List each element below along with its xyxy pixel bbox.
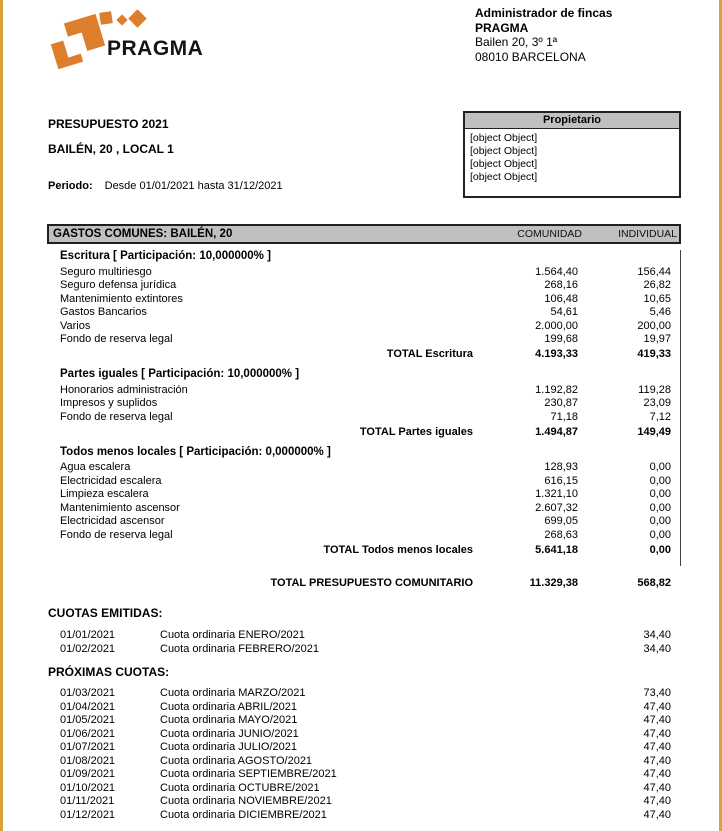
column-header-individual: INDIVIDUAL — [618, 228, 677, 240]
expense-comunidad-value: 106,48 — [544, 292, 578, 305]
cuota-date: 01/08/2021 — [60, 754, 116, 767]
owner-line: [object Object] — [470, 132, 538, 144]
expense-row — [57, 383, 673, 397]
expense-individual-value: 0,00 — [649, 488, 671, 501]
expense-comunidad-value: 1.192,82 — [535, 383, 578, 396]
cuota-date: 01/04/2021 — [60, 700, 116, 713]
expense-row — [57, 319, 673, 333]
expense-individual-value: 119,28 — [638, 383, 671, 396]
expense-label: Limpieza escalera — [60, 488, 149, 501]
cuota-date: 01/09/2021 — [60, 768, 116, 781]
cuota-row — [57, 741, 673, 755]
section-heading: Todos menos locales [ Participación: 0,000000% ] — [60, 445, 331, 458]
owner-box — [463, 111, 681, 198]
expense-comunidad-value: 230,87 — [544, 397, 578, 410]
expense-label: Seguro defensa jurídica — [60, 279, 177, 292]
cuotas-emitidas-list — [47, 628, 681, 657]
section-rows — [47, 265, 680, 346]
expense-row — [57, 515, 673, 529]
expense-individual-value: 5,46 — [649, 306, 671, 319]
company-city: 08010 BARCELONA — [475, 49, 586, 64]
cuota-date: 01/05/2021 — [60, 714, 116, 727]
proximas-cuotas-list — [47, 687, 681, 822]
expense-comunidad-value: 1.564,40 — [535, 265, 578, 278]
expense-comunidad-value: 54,61 — [550, 306, 578, 319]
expense-row — [57, 488, 673, 502]
expense-individual-value: 200,00 — [637, 319, 671, 332]
expense-individual-value: 0,00 — [649, 474, 671, 487]
expense-label: Impresos y suplidos — [60, 397, 158, 410]
logo-diamond-icon — [128, 9, 146, 27]
cuota-row — [57, 628, 673, 643]
cuota-date: 01/11/2021 — [60, 795, 115, 808]
company-name-line: PRAGMA — [475, 20, 529, 35]
cuota-description: Cuota ordinaria DICIEMBRE/2021 — [160, 808, 327, 821]
expense-individual-value: 7,12 — [649, 410, 671, 423]
expense-row — [57, 279, 673, 293]
expense-section — [47, 250, 680, 361]
grand-total-individual: 568,82 — [637, 576, 671, 589]
expense-row — [57, 461, 673, 475]
owner-box-header: Propietario — [465, 113, 679, 129]
period-line — [48, 180, 283, 192]
expenses-table-header — [47, 224, 681, 244]
company-street: Bailen 20, 3º 1ª — [475, 35, 558, 49]
cuota-row — [57, 781, 673, 795]
section-total-label: TOTAL Escritura — [386, 348, 473, 360]
company-name-line: Administrador de fincas — [475, 6, 613, 20]
cuota-description: Cuota ordinaria FEBRERO/2021 — [160, 643, 319, 656]
column-header-comunidad: COMUNIDAD — [517, 228, 582, 240]
expense-comunidad-value: 2.607,32 — [535, 501, 578, 514]
expense-label: Mantenimiento extintores — [60, 292, 183, 305]
expense-label: Fondo de reserva legal — [60, 528, 173, 541]
cuota-row — [57, 687, 673, 701]
grand-total-label: TOTAL PRESUPUESTO COMUNITARIO — [270, 576, 473, 589]
period-value: Desde 01/01/2021 hasta 31/12/2021 — [104, 180, 283, 192]
cuota-row — [57, 768, 673, 782]
expense-comunidad-value: 199,68 — [544, 333, 578, 346]
cuota-amount: 47,40 — [643, 741, 671, 754]
section-total-comunidad: 5.641,18 — [535, 543, 578, 556]
expense-comunidad-value: 71,18 — [550, 410, 578, 423]
cuota-amount: 34,40 — [643, 628, 671, 641]
document-title: PRESUPUESTO 2021 — [48, 117, 169, 131]
section-total-label: TOTAL Partes iguales — [359, 425, 473, 438]
cuota-description: Cuota ordinaria ENERO/2021 — [160, 628, 305, 641]
grand-total-comunidad: 11.329,38 — [529, 576, 578, 589]
expense-individual-value: 19,97 — [643, 333, 671, 346]
section-rows — [47, 383, 680, 424]
expense-row — [57, 410, 673, 424]
expense-individual-value: 23,09 — [643, 397, 671, 410]
owner-box-body — [465, 129, 679, 196]
cuota-amount: 47,40 — [643, 700, 671, 713]
section-total-individual: 419,33 — [637, 348, 671, 360]
expenses-title: GASTOS COMUNES: BAILÉN, 20 — [53, 228, 233, 240]
expense-row — [57, 333, 673, 347]
expense-comunidad-value: 2.000,00 — [535, 319, 578, 332]
cuota-description: Cuota ordinaria AGOSTO/2021 — [160, 754, 313, 767]
owner-line: [object Object] — [470, 158, 538, 170]
cuota-date: 01/01/2021 — [60, 628, 116, 641]
expense-row — [57, 528, 673, 542]
owner-line: [object Object] — [470, 171, 538, 183]
expense-row — [57, 306, 673, 320]
expense-label: Varios — [60, 319, 91, 332]
cuota-amount: 47,40 — [643, 714, 671, 727]
expense-comunidad-value: 268,63 — [544, 528, 578, 541]
cuotas-emitidas-heading: CUOTAS EMITIDAS: — [48, 605, 163, 620]
cuota-row — [57, 795, 673, 809]
logo-diamond-icon — [116, 14, 127, 25]
cuota-amount: 47,40 — [643, 781, 671, 794]
expense-individual-value: 0,00 — [649, 461, 671, 474]
cuota-description: Cuota ordinaria JULIO/2021 — [160, 741, 297, 754]
section-heading: Escritura [ Participación: 10,000000% ] — [60, 250, 271, 262]
expense-row — [57, 265, 673, 279]
cuota-date: 01/07/2021 — [60, 741, 116, 754]
cuota-date: 01/12/2021 — [60, 808, 116, 821]
expense-section — [47, 446, 680, 557]
pragma-logo — [53, 8, 213, 66]
expense-label: Electricidad ascensor — [60, 515, 165, 528]
owner-line: [object Object] — [470, 145, 538, 157]
cuota-amount: 47,40 — [643, 795, 671, 808]
expense-individual-value: 10,65 — [643, 292, 671, 305]
expenses-table — [47, 224, 681, 822]
expense-individual-value: 0,00 — [649, 515, 671, 528]
expense-label: Honorarios administración — [60, 383, 188, 396]
cuota-description: Cuota ordinaria SEPTIEMBRE/2021 — [160, 768, 337, 781]
logo-square-icon — [99, 11, 113, 25]
cuota-date: 01/10/2021 — [60, 781, 116, 794]
expense-section — [47, 368, 680, 439]
cuota-description: Cuota ordinaria NOVIEMBRE/2021 — [160, 795, 332, 808]
section-rows — [47, 461, 680, 542]
cuota-row — [57, 642, 673, 657]
cuota-amount: 47,40 — [643, 754, 671, 767]
expense-row — [57, 292, 673, 306]
section-heading: Partes iguales [ Participación: 10,000000% ] — [60, 368, 300, 380]
cuota-amount: 73,40 — [643, 687, 671, 700]
expense-label: Electricidad escalera — [60, 474, 162, 487]
cuota-date: 01/03/2021 — [60, 687, 116, 700]
section-total-individual: 149,49 — [637, 425, 671, 438]
cuota-row — [57, 808, 673, 822]
expense-comunidad-value: 699,05 — [544, 515, 578, 528]
expense-label: Gastos Bancarios — [60, 306, 147, 319]
cuota-amount: 47,40 — [643, 727, 671, 740]
section-total-individual: 0,00 — [649, 543, 671, 556]
section-total-row — [57, 425, 673, 439]
period-label: Periodo: — [48, 180, 93, 192]
grand-total-row — [57, 576, 673, 590]
proximas-cuotas-heading: PRÓXIMAS CUOTAS: — [48, 664, 170, 679]
cuota-row — [57, 754, 673, 768]
expense-comunidad-value: 616,15 — [544, 474, 578, 487]
section-total-row — [57, 543, 673, 557]
expense-label: Mantenimiento ascensor — [60, 501, 180, 514]
cuota-description: Cuota ordinaria OCTUBRE/2021 — [160, 781, 320, 794]
section-total-row — [57, 347, 673, 361]
expense-row — [57, 397, 673, 411]
expense-label: Fondo de reserva legal — [60, 333, 173, 346]
company-address — [475, 6, 612, 64]
cuota-row — [57, 714, 673, 728]
expense-comunidad-value: 1.321,10 — [535, 488, 578, 501]
expense-row — [57, 474, 673, 488]
cuota-description: Cuota ordinaria MARZO/2021 — [160, 687, 306, 700]
cuota-description: Cuota ordinaria JUNIO/2021 — [160, 727, 299, 740]
expense-label: Fondo de reserva legal — [60, 410, 173, 423]
expense-individual-value: 0,00 — [649, 528, 671, 541]
expense-individual-value: 26,82 — [643, 279, 671, 292]
cuota-amount: 47,40 — [643, 768, 671, 781]
cuota-row — [57, 727, 673, 741]
section-total-label: TOTAL Todos menos locales — [323, 543, 473, 556]
expense-individual-value: 156,44 — [637, 265, 671, 278]
section-total-comunidad: 4.193,33 — [535, 348, 578, 360]
cuota-date: 01/02/2021 — [60, 643, 116, 656]
expense-label: Seguro multiriesgo — [60, 265, 152, 278]
cuota-description: Cuota ordinaria MAYO/2021 — [160, 714, 298, 727]
cuota-amount: 34,40 — [643, 643, 671, 656]
document-subtitle: BAILÉN, 20 , LOCAL 1 — [48, 142, 174, 156]
expense-comunidad-value: 268,16 — [544, 279, 578, 292]
expense-comunidad-value: 128,93 — [544, 461, 578, 474]
cuota-description: Cuota ordinaria ABRIL/2021 — [160, 700, 297, 713]
cuota-date: 01/06/2021 — [60, 727, 116, 740]
expense-row — [57, 501, 673, 515]
logo-text: PRAGMA — [107, 37, 204, 60]
cuota-row — [57, 700, 673, 714]
cuota-amount: 47,40 — [643, 808, 671, 821]
section-total-comunidad: 1.494,87 — [535, 425, 578, 438]
expenses-table-body — [47, 250, 681, 566]
expense-label: Agua escalera — [60, 461, 131, 474]
expense-individual-value: 0,00 — [649, 501, 671, 514]
